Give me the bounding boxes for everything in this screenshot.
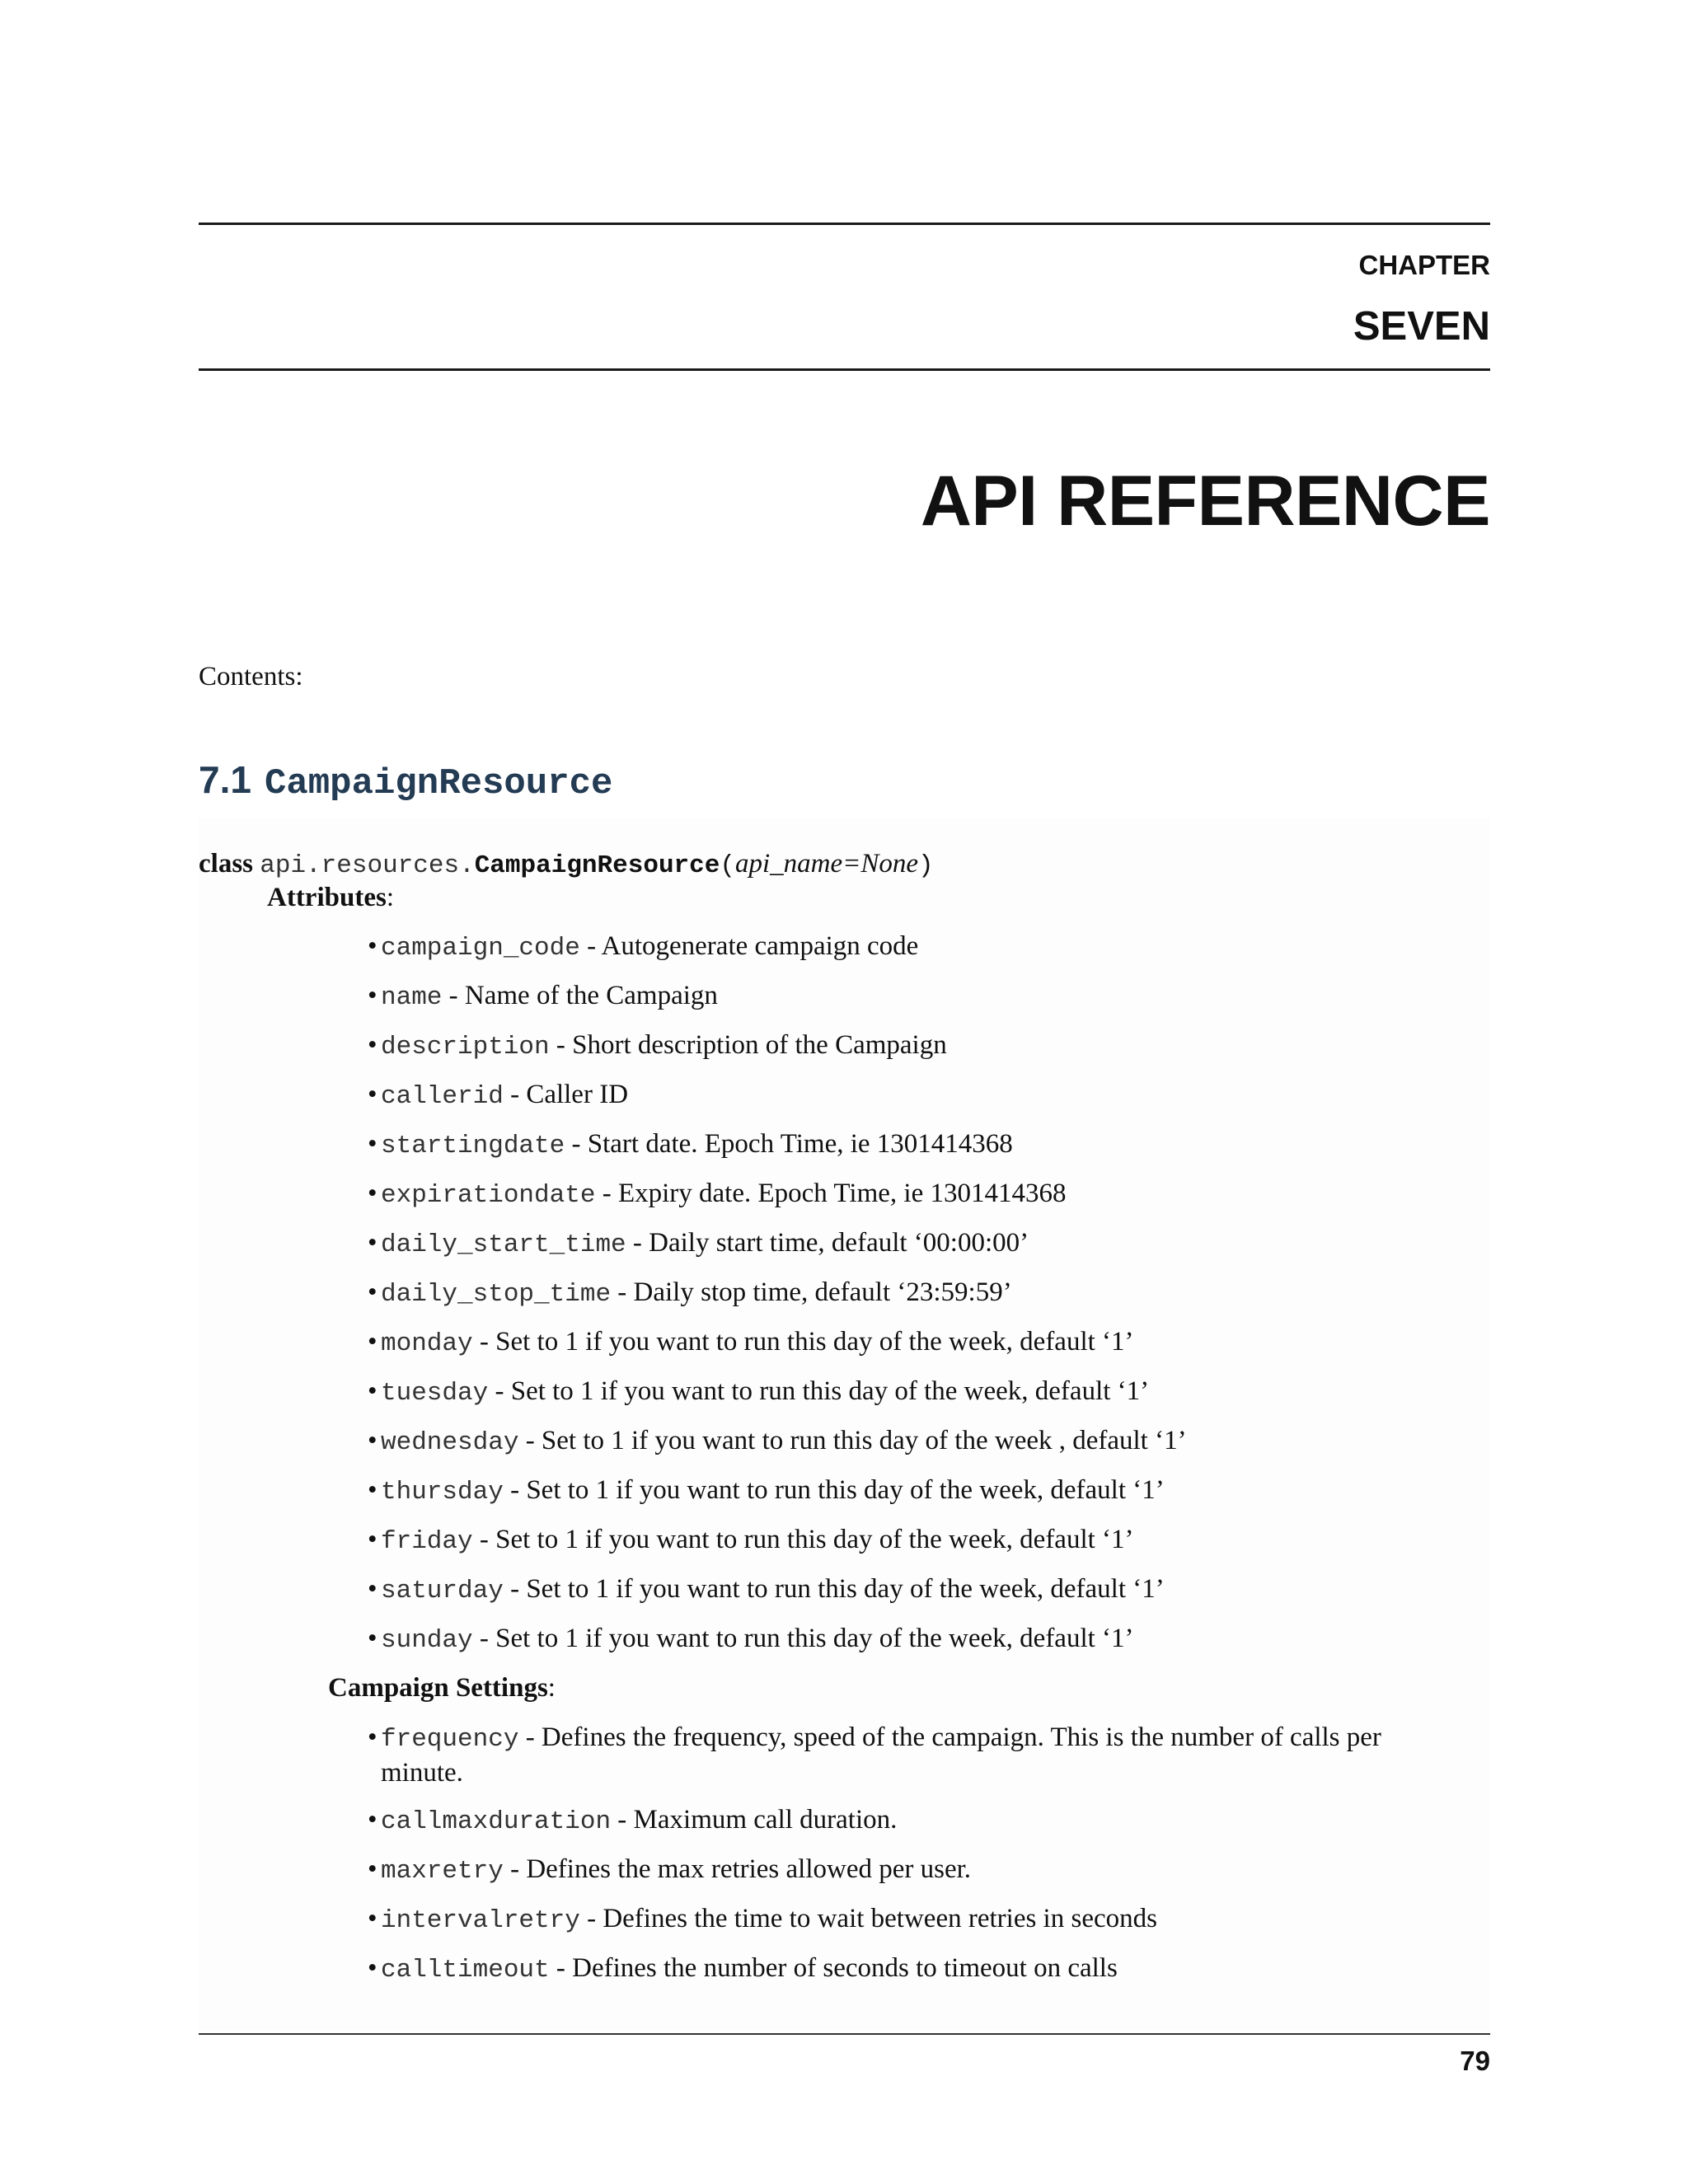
attribute-name: sunday [381,1626,473,1655]
attribute-name: tuesday [381,1379,489,1408]
list-item: • description - Short description of the Campaign [368,1030,947,1062]
attribute-description: - Set to 1 if you want to run this day of the week, default ‘1’ [488,1376,1150,1406]
setting-name: callmaxduration [381,1807,612,1836]
class-parameter: api_name=None [734,849,919,879]
open-paren: ( [720,851,735,880]
list-item: • saturday - Set to 1 if you want to run this day of the week, default ‘1’ [368,1574,1165,1605]
class-name: CampaignResource [474,851,720,880]
attribute-description: - Daily start time, default ‘00:00:00’ [626,1228,1029,1258]
list-item: • expirationdate - Expiry date. Epoch Time, ie 1301414368 [368,1179,1067,1210]
attribute-name: name [381,983,443,1012]
attribute-name: monday [381,1329,473,1358]
attribute-name: daily_start_time [381,1230,626,1259]
campaign-settings-heading: Campaign Settings: [328,1673,556,1703]
list-item: • wednesday - Set to 1 if you want to run this day of the week , default ‘1’ [368,1426,1187,1457]
setting-name: frequency [381,1725,519,1754]
setting-name: maxretry [381,1857,504,1886]
attribute-description: - Set to 1 if you want to run this day of the week, default ‘1’ [503,1475,1165,1505]
attribute-description: - Short description of the Campaign [549,1030,947,1060]
page-number: 79 [1460,2046,1490,2076]
list-item: • daily_stop_time - Daily stop time, default ‘23:59:59’ [368,1277,1012,1309]
list-item: • callerid - Caller ID [368,1080,629,1111]
chapter-number: SEVEN [1353,304,1490,349]
attribute-description: - Set to 1 if you want to run this day of the week , default ‘1’ [518,1426,1187,1455]
list-item: • name - Name of the Campaign [368,981,718,1012]
attribute-description: - Caller ID [503,1080,629,1109]
chapter-top-rule [199,223,1490,225]
chapter-bottom-rule [199,368,1490,371]
setting-description: - Defines the max retries allowed per user. [503,1854,972,1884]
attribute-name: campaign_code [381,934,580,963]
list-item: • callmaxduration - Maximum call duration. [368,1805,898,1836]
section-name: CampaignResource [264,763,613,804]
list-item: • calltimeout - Defines the number of seconds to timeout on calls [368,1953,1118,1985]
attribute-name: friday [381,1527,473,1556]
attribute-description: - Set to 1 if you want to run this day of the week, default ‘1’ [472,1624,1134,1653]
attributes-heading-label: Attributes [267,883,387,912]
contents-label: Contents: [199,662,303,691]
attributes-heading: Attributes: [267,883,394,912]
chapter-label: CHAPTER [1358,250,1490,280]
chapter-title: API REFERENCE [920,462,1490,541]
setting-description: - Defines the time to wait between retries in seconds [579,1904,1157,1933]
list-item: • campaign_code - Autogenerate campaign code [368,931,919,963]
list-item: • intervalretry - Defines the time to wait between retries in seconds [368,1904,1157,1935]
list-item: • monday - Set to 1 if you want to run this day of the week, default ‘1’ [368,1327,1134,1358]
footer-rule [199,2033,1490,2035]
attribute-description: - Expiry date. Epoch Time, ie 1301414368 [595,1179,1067,1208]
section-number: 7.1 [199,758,251,801]
list-item: • startingdate - Start date. Epoch Time, ie 1301414368 [368,1129,1013,1160]
class-module-path: api.resources. [260,851,475,880]
setting-description: - Defines the number of seconds to timeout on calls [549,1953,1118,1983]
attribute-description: - Set to 1 if you want to run this day of the week, default ‘1’ [472,1525,1134,1554]
class-signature [199,846,934,883]
attribute-name: wednesday [381,1428,519,1457]
setting-description: - Maximum call duration. [611,1805,898,1835]
list-item: • friday - Set to 1 if you want to run this day of the week, default ‘1’ [368,1525,1134,1556]
section-heading [199,757,612,810]
list-item: • sunday - Set to 1 if you want to run this day of the week, default ‘1’ [368,1624,1134,1655]
attribute-name: daily_stop_time [381,1280,612,1309]
attribute-name: callerid [381,1082,504,1111]
attribute-description: - Set to 1 if you want to run this day of the week, default ‘1’ [472,1327,1134,1357]
setting-name: intervalretry [381,1906,580,1935]
attribute-description: - Name of the Campaign [442,981,718,1010]
list-item: • maxretry - Defines the max retries allowed per user. [368,1854,972,1886]
attribute-name: saturday [381,1577,504,1605]
list-item: • frequency - Defines the frequency, speed of the campaign. This is the number of calls per minute. [368,1722,1381,1788]
attribute-name: description [381,1033,550,1062]
setting-name: calltimeout [381,1956,550,1985]
attribute-description: - Daily stop time, default ‘23:59:59’ [611,1277,1012,1307]
list-item: • thursday - Set to 1 if you want to run this day of the week, default ‘1’ [368,1475,1165,1507]
attribute-description: - Set to 1 if you want to run this day of the week, default ‘1’ [503,1574,1165,1604]
campaign-settings-heading-label: Campaign Settings [328,1673,548,1703]
class-keyword: class [199,849,253,879]
attribute-description: - Start date. Epoch Time, ie 1301414368 [565,1129,1013,1159]
setting-description: - Defines the frequency, speed of the campaign. This is the number of calls per minute. [381,1722,1381,1788]
attribute-name: startingdate [381,1132,565,1160]
list-item: • tuesday - Set to 1 if you want to run this day of the week, default ‘1’ [368,1376,1150,1408]
attribute-name: thursday [381,1478,504,1507]
attribute-name: expirationdate [381,1181,596,1210]
attribute-description: - Autogenerate campaign code [579,931,919,961]
close-paren: ) [918,851,934,880]
list-item: • daily_start_time - Daily start time, default ‘00:00:00’ [368,1228,1029,1259]
